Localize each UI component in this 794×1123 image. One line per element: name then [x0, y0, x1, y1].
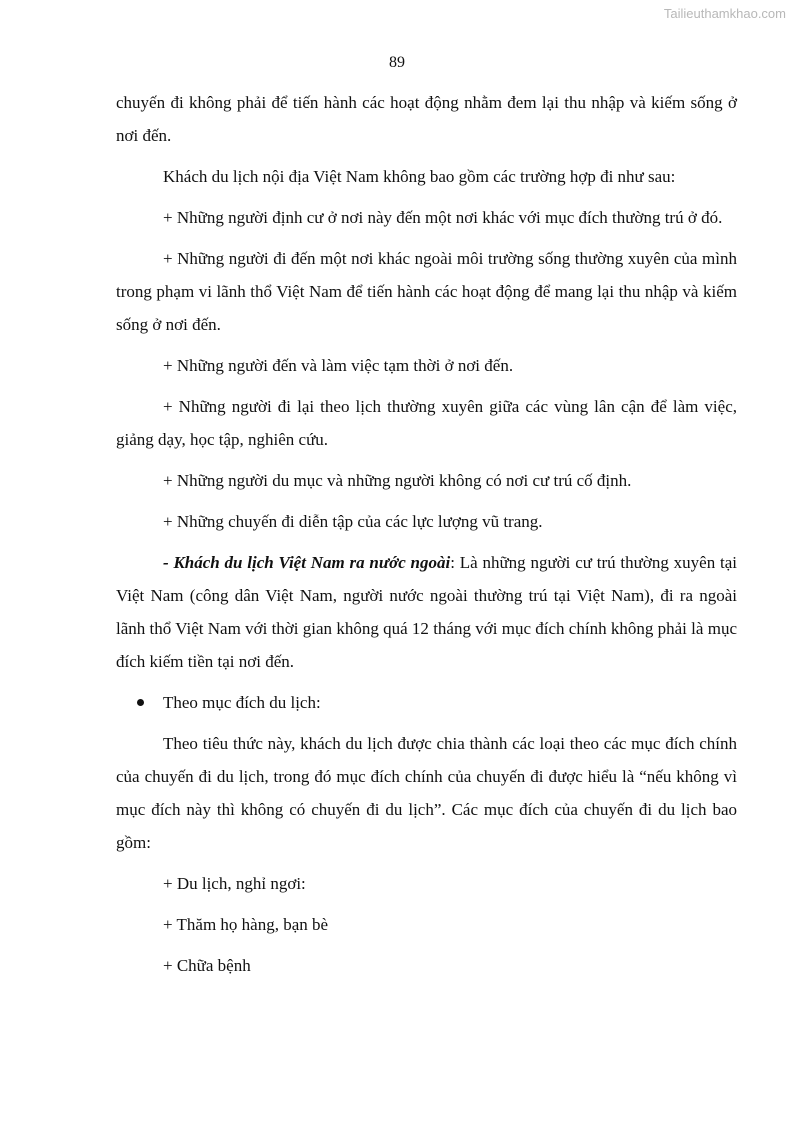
page-number: 89 [389, 54, 405, 71]
list-item-workers: + Những người đi đến một nơi khác ngoài môi trường sống thường xuyên của mình trong phạm vi lãnh thổ Việt Nam để tiến hành các hoạt động để mang lại thu nhập và kiếm sống ở nơi đến. [116, 249, 737, 334]
list-item-temporary-workers: + Những người đến và làm việc tạm thời ở nơi đến. [163, 356, 514, 375]
list-item-military: + Những chuyến đi diễn tập của các lực lượng vũ trang. [163, 512, 543, 531]
outbound-heading: - Khách du lịch Việt Nam ra nước ngoài [163, 553, 451, 572]
document-body [116, 86, 737, 990]
bullet-icon [137, 699, 144, 706]
list-item-medical: + Chữa bệnh [163, 956, 251, 975]
list-item-nomads: + Những người du mục và những người không có nơi cư trú cố định. [163, 471, 632, 490]
list-item-commuters: + Những người đi lại theo lịch thường xuyên giữa các vùng lân cận để làm việc, giảng dạy, học tập, nghiên cứu. [116, 397, 737, 449]
paragraph-domestic-exclusions: Khách du lịch nội địa Việt Nam không bao gồm các trường hợp đi như sau: [163, 167, 676, 186]
bullet-item-purpose [116, 686, 737, 719]
bullet-label: Theo mục đích du lịch: [163, 693, 321, 712]
list-item-settlers: + Những người định cư ở nơi này đến một nơi khác với mục đích thường trú ở đó. [163, 208, 723, 227]
outbound-definition: : Là những người cư trú thường xuyên tại Việt Nam (công dân Việt Nam, người nước ngoài thường trú tại Việt Nam), đi ra ngoài lãnh thổ Việt Nam với thời gian không quá 12 tháng với mục đích chính không phải là mục đích kiếm tiền tại nơi đến. [116, 553, 737, 671]
watermark: Tailieuthamkhao.com [663, 6, 786, 21]
paragraph-purpose-criteria: Theo tiêu thức này, khách du lịch được chia thành các loại theo các mục đích chính của chuyến đi du lịch, trong đó mục đích chính của chuyến đi được hiểu là “nếu không vì mục đích này thì không có chuyến đi du lịch”. Các mục đích của chuyến đi du lịch bao gồm: [116, 734, 737, 852]
list-item-leisure: + Du lịch, nghỉ ngơi: [163, 874, 306, 893]
paragraph-outbound-tourists [116, 546, 737, 678]
list-item-visiting-relatives: + Thăm họ hàng, bạn bè [163, 915, 329, 934]
paragraph-continuation: chuyến đi không phải để tiến hành các hoạt động nhằm đem lại thu nhập và kiếm sống ở nơi đến. [116, 93, 737, 145]
